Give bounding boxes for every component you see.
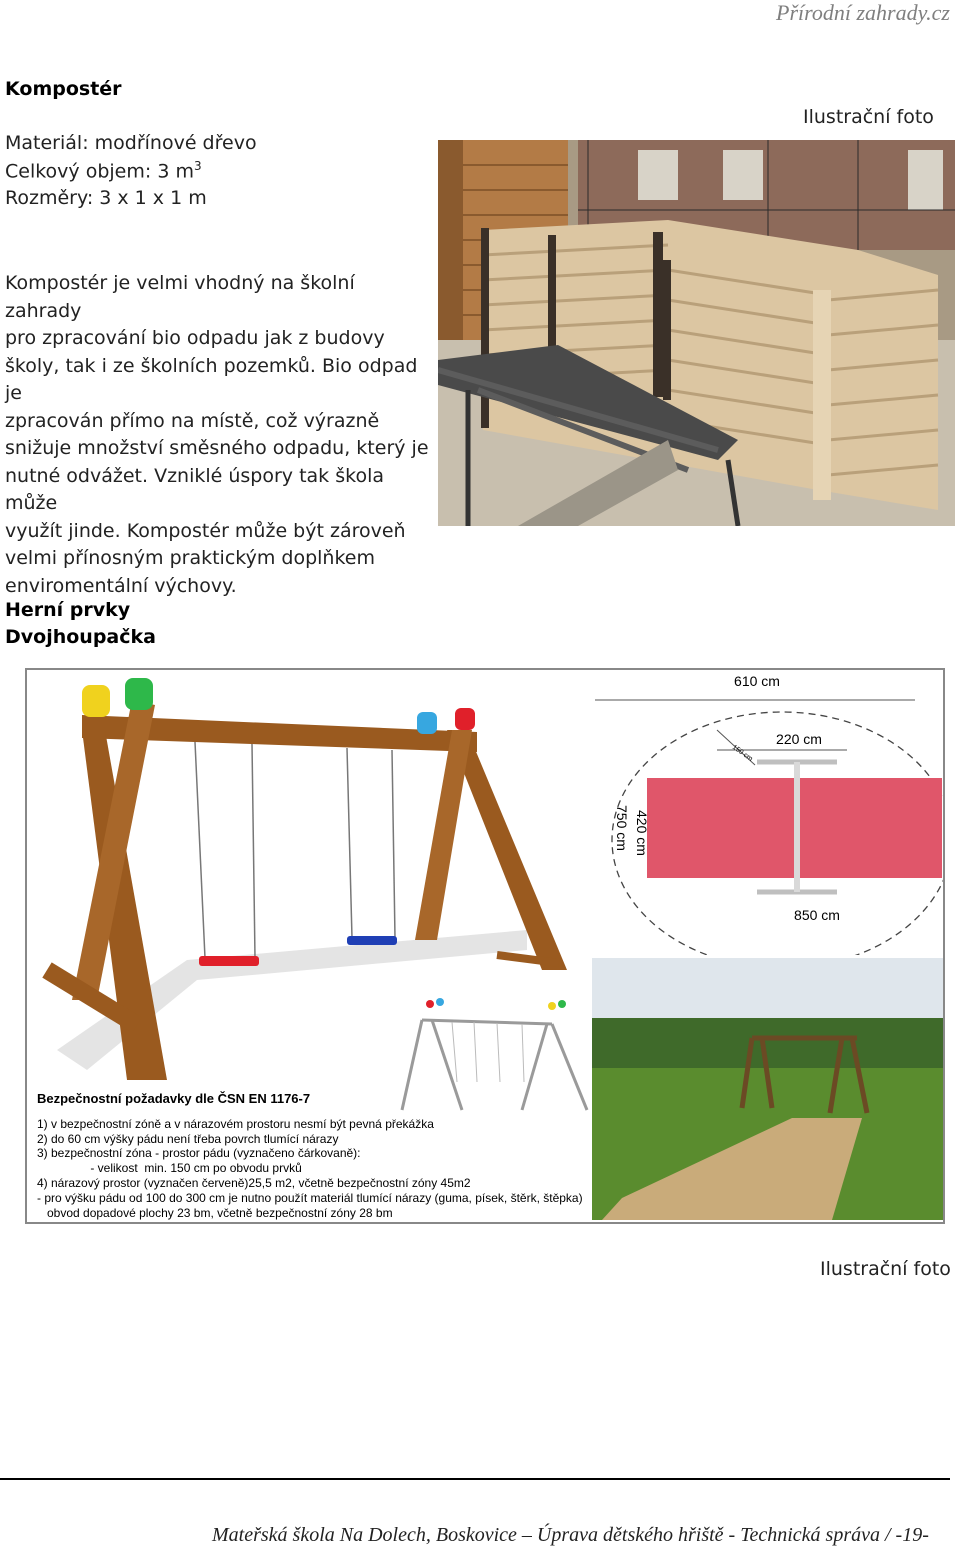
requirement-item: 2) do 60 cm výšky pádu není třeba povrch tlumící nárazy <box>37 1131 339 1146</box>
compost-volume-text: Celkový objem: 3 m <box>5 160 194 183</box>
description-line: enviromentální výchovy. <box>5 574 237 597</box>
play-item-title: Dvojhoupačka <box>5 626 156 648</box>
footer-text: Mateřská škola Na Dolech, Boskovice – Úprava dětského hřiště - Technická správa / -19- <box>212 1524 929 1546</box>
yellow-cap-icon <box>82 685 110 717</box>
red-seat-icon <box>199 956 259 966</box>
compost-title: Kompostér <box>5 78 122 100</box>
requirement-item: 1) v bezpečnostní zóně a v nárazovém prostoru nesmí být pevná překážka <box>37 1116 434 1131</box>
swing-figure <box>25 668 945 1224</box>
requirement-item: - velikost min. 150 cm po obvodu prvků <box>37 1161 302 1176</box>
compost-volume-sup: 3 <box>193 159 202 173</box>
compost-volume <box>5 159 202 182</box>
description-line: velmi přínosným praktickým doplňkem <box>5 547 375 569</box>
requirement-item: - pro výšku pádu od 100 do 300 cm je nutno použít materiál tlumící nárazy (guma, písek, štěrk, štěpka) <box>37 1190 583 1205</box>
dim-width-inner: 220 cm <box>776 731 822 747</box>
red-cap-icon <box>455 708 475 730</box>
blue-cap-icon <box>417 712 437 734</box>
safety-requirements <box>37 1092 617 1220</box>
play-section-title: Herní prvky <box>5 599 131 621</box>
requirement-item: obvod dopadové plochy 23 bm, včetně bezpečnostní zóny 28 bm <box>37 1205 393 1220</box>
dim-length-total: 750 cm <box>614 805 630 851</box>
requirement-item: 4) nárazový prostor (vyznačen červeně)25,5 m2, včetně bezpečnostní zóny 45m2 <box>37 1175 471 1190</box>
description-line: snižuje množství směsného odpadu, který je <box>5 437 429 459</box>
description-line: nutné odvážet. Vzniklé úspory tak škola může <box>5 464 384 514</box>
description-line: školy, tak i ze školních pozemků. Bio odpad je <box>5 354 418 404</box>
swing-photo-caption: Ilustrační foto <box>820 1258 951 1280</box>
dim-width-total: 610 cm <box>734 673 780 689</box>
dim-length-inner: 420 cm <box>634 810 650 856</box>
dim-bottom: 850 cm <box>794 907 840 923</box>
description-line: zpracován přímo na místě, což výrazně <box>5 409 380 432</box>
compost-description <box>5 270 430 600</box>
description-line: pro zpracování bio odpadu jak z budovy <box>5 327 385 349</box>
description-line: využít jinde. Kompostér může být zároveň <box>5 519 406 542</box>
compost-photo <box>438 140 955 526</box>
compost-dimensions: Rozměry: 3 x 1 x 1 m <box>5 187 207 209</box>
requirements-title: Bezpečnostní požadavky dle ČSN EN 1176-7 <box>37 1091 311 1106</box>
footer-divider <box>0 1478 950 1480</box>
swing-plan <box>567 670 945 955</box>
green-cap-icon <box>125 678 153 710</box>
requirement-item: 3) bezpečnostní zóna - prostor pádu (vyznačeno čárkovaně): <box>37 1146 361 1161</box>
blue-seat-icon <box>347 936 397 945</box>
compost-photo-illustration <box>438 140 955 526</box>
site-header: Přírodní zahrady.cz <box>776 0 950 25</box>
dim-diag: 150 cm <box>730 743 754 763</box>
compost-material: Materiál: modřínové dřevo <box>5 132 257 154</box>
description-line: Kompostér je velmi vhodný na školní zahrady <box>5 272 355 322</box>
compost-photo-caption: Ilustrační foto <box>803 106 934 128</box>
swing-photo <box>592 958 945 1220</box>
